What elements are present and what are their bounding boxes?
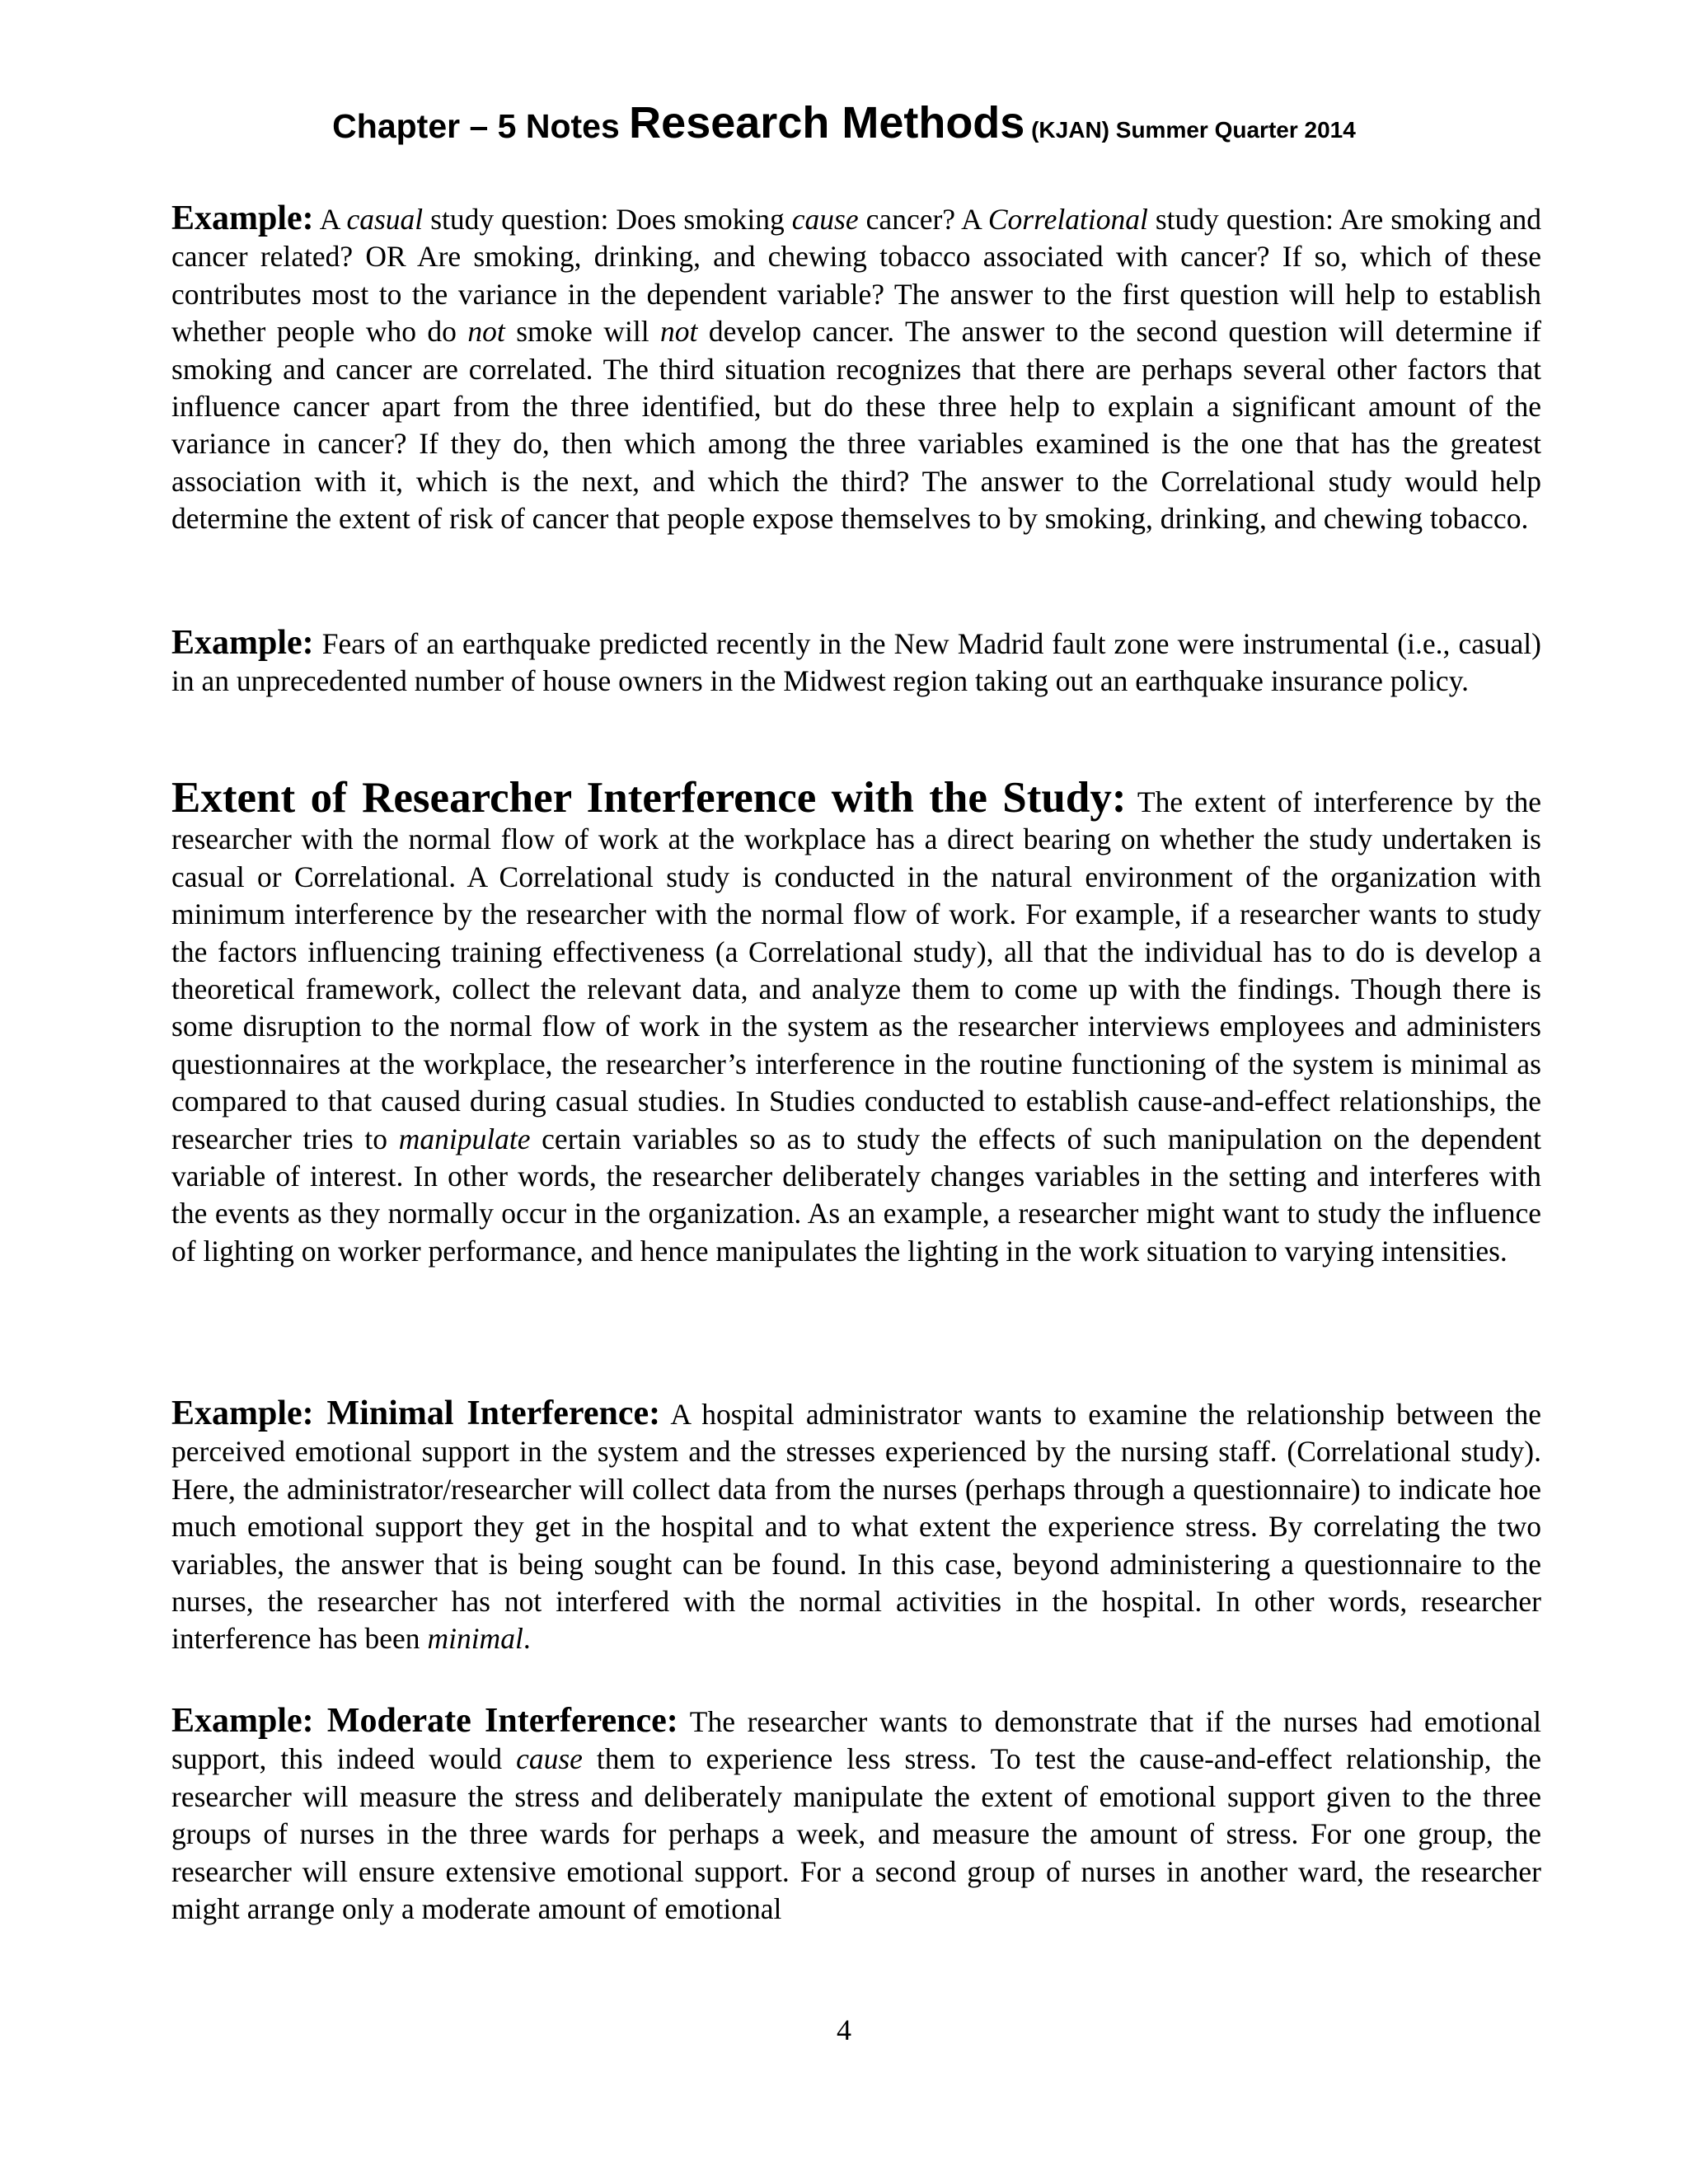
paragraph-minimal-interference: Example: Minimal Interference: A hospital administrator wants to examine the relationship between the perceived emotional support in the system and the stresses experienced by the nursing staff. (Correlational study). Here, the administrator/researcher will collect data from the nurses (perhaps through a questionnaire) to indicate hoe much emotional support they get in the hospital and to what extent the experience stress. By correlating the two variables, the answer that is being sought can be found. In this case, beyond administering a questionnaire to the nurses, the researcher has not interfered with the normal activities in the hospital. In other words, researcher interference has been minimal.	[171, 1394, 1541, 1656]
paragraph-lead: Example: Minimal Interference:	[171, 1394, 661, 1432]
page-number: 4	[837, 2013, 851, 2046]
header-chapter: Chapter – 5 Notes	[332, 107, 630, 145]
paragraph-earthquake-example: Example: Fears of an earthquake predicted recently in the New Madrid fault zone were instrumental (i.e., casual) in an unprecedented number of house owners in the Midwest region taking out an earthquake insurance policy.	[171, 624, 1541, 698]
paragraph-lead: Example:	[171, 624, 314, 662]
paragraph-researcher-interference: Extent of Researcher Interference with the Study: The extent of interference by the researcher with the normal flow of work at the workplace has a direct bearing on whether the study undertaken is casual or Correlational. A Correlational study is conducted in the natural environment of the organization with minimum interference by the researcher with the normal flow of work. For example, if a researcher wants to study the factors influencing training effectiveness (a Correlational study), all that the individual has to do is develop a theoretical framework, collect the relevant data, and analyze them to come up with the findings. Though there is some disruption to the normal flow of work in the system as the researcher interviews employees and administers questionnaires at the workplace, the researcher’s interference in the routine functioning of the system is minimal as compared to that caused during casual studies. In Studies conducted to establish cause-and-effect relationships, the researcher tries to manipulate certain variables so as to study the effects of such manipulation on the dependent variable of interest. In other words, the researcher deliberately changes variables in the setting and interferes with the events as they normally occur in the organization. As an example, a researcher might want to study the influence of lighting on worker performance, and hence manipulates the lighting in the work situation to varying intensities.	[171, 774, 1541, 1268]
page-header	[0, 97, 1688, 148]
section-heading: Extent of Researcher Interference with the Study:	[171, 774, 1127, 822]
paragraph-casual-vs-correlational: Example: A casual study question: Does smoking cause cancer? A Correlational study question: Are smoking and cancer related? OR Are smoking, drinking, and chewing tobacco associated with cancer? If so, which of these contributes most to the variance in the dependent variable? The answer to the first question will help to establish whether people who do not smoke will not develop cancer. The answer to the second question will determine if smoking and cancer are correlated. The third situation recognizes that there are perhaps several other factors that influence cancer apart from the three identified, but do these three help to explain a significant amount of the variance in cancer? If they do, then which among the three variables examined is the one that has the greatest association with it, which is the next, and which the third? The answer to the Correlational study would help determine the extent of risk of cancer that people expose themselves to by smoking, drinking, and chewing tobacco.	[171, 199, 1541, 536]
header-course-title: Research Methods	[629, 98, 1025, 148]
paragraph-lead: Example:	[171, 199, 314, 237]
header-term: (KJAN) Summer Quarter 2014	[1025, 117, 1356, 143]
paragraph-lead: Example: Moderate Interference:	[171, 1702, 678, 1740]
paragraph-moderate-interference: Example: Moderate Interference: The researcher wants to demonstrate that if the nurses had emotional support, this indeed would cause them to experience less stress. To test the cause-and-effect relationship, the researcher will measure the stress and deliberately manipulate the extent of emotional support given to the three groups of nurses in the three wards for perhaps a week, and measure the amount of stress. For one group, the researcher will ensure extensive emotional support. For a second group of nurses in another ward, the researcher might arrange only a moderate amount of emotional	[171, 1702, 1542, 1926]
